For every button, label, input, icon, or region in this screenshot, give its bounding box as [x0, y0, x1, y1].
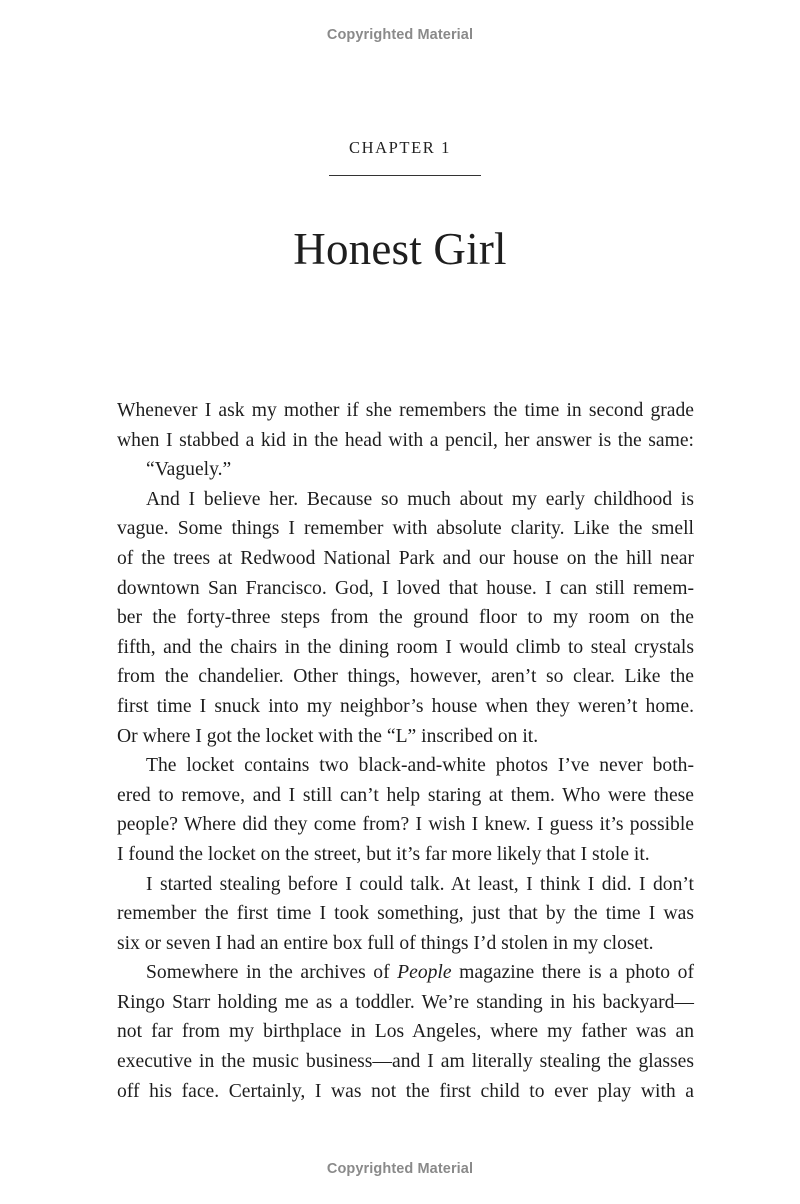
text-line: And I believe her. Because so much about my early childhood is	[146, 488, 694, 510]
text-line: first time I snuck into my neighbor’s house when they weren’t home.	[117, 695, 694, 717]
text-line: not far from my birthplace in Los Angeles, where my father was an	[117, 1021, 694, 1043]
text-line: fifth, and the chairs in the dining room I would climb to steal crystals	[117, 636, 694, 658]
text-line: ber the forty-three steps from the ground floor to my room on the	[117, 607, 694, 629]
text-line: ered to remove, and I still can’t help staring at them. Who were these	[117, 784, 694, 806]
chapter-body	[117, 396, 694, 1106]
text-line: six or seven I had an entire box full of things I’d stolen in my closet.	[117, 932, 654, 954]
text-line: remember the first time I took something, just that by the time I was	[117, 903, 694, 925]
text-line: people? Where did they come from? I wish I knew. I guess it’s possible	[117, 814, 694, 836]
text-line: Or where I got the locket with the “L” inscribed on it.	[117, 725, 539, 747]
text-line: executive in the music business—and I am literally stealing the glasses	[117, 1051, 694, 1073]
text-line-with-italic	[117, 958, 694, 988]
chapter-title: Honest Girl	[293, 224, 507, 274]
magazine-title: People	[397, 962, 452, 984]
text-line: I started stealing before I could talk. At least, I think I did. I don’t	[146, 873, 694, 895]
text-line: of the trees at Redwood National Park and our house on the hill near	[117, 547, 694, 569]
text-line: when I stabbed a kid in the head with a pencil, her answer is the same:	[117, 429, 694, 451]
text-line: Ringo Starr holding me as a toddler. We’re standing in his backyard—	[117, 991, 694, 1013]
text-line: from the chandelier. Other things, however, aren’t so clear. Like the	[117, 666, 694, 688]
text-line: off his face. Certainly, I was not the first child to ever play with a	[117, 1080, 694, 1102]
copyright-watermark-bottom: Copyrighted Material	[326, 1161, 474, 1177]
chapter-divider	[329, 175, 481, 176]
text-segment: magazine there is a photo of	[451, 962, 694, 984]
chapter-label: CHAPTER 1	[349, 138, 451, 157]
text-line: Whenever I ask my mother if she remembers the time in second grade	[117, 400, 694, 421]
text-line: “Vaguely.”	[146, 459, 232, 481]
copyright-watermark-top: Copyrighted Material	[326, 27, 474, 43]
text-line: I found the locket on the street, but it’s far more likely that I stole it.	[117, 843, 650, 865]
text-line: The locket contains two black-and-white photos I’ve never both-	[146, 755, 694, 777]
text-line: downtown San Francisco. God, I loved that house. I can still remem-	[117, 577, 694, 599]
text-segment: Somewhere in the archives of	[146, 962, 398, 984]
text-line: vague. Some things I remember with absolute clarity. Like the smell	[117, 518, 694, 540]
